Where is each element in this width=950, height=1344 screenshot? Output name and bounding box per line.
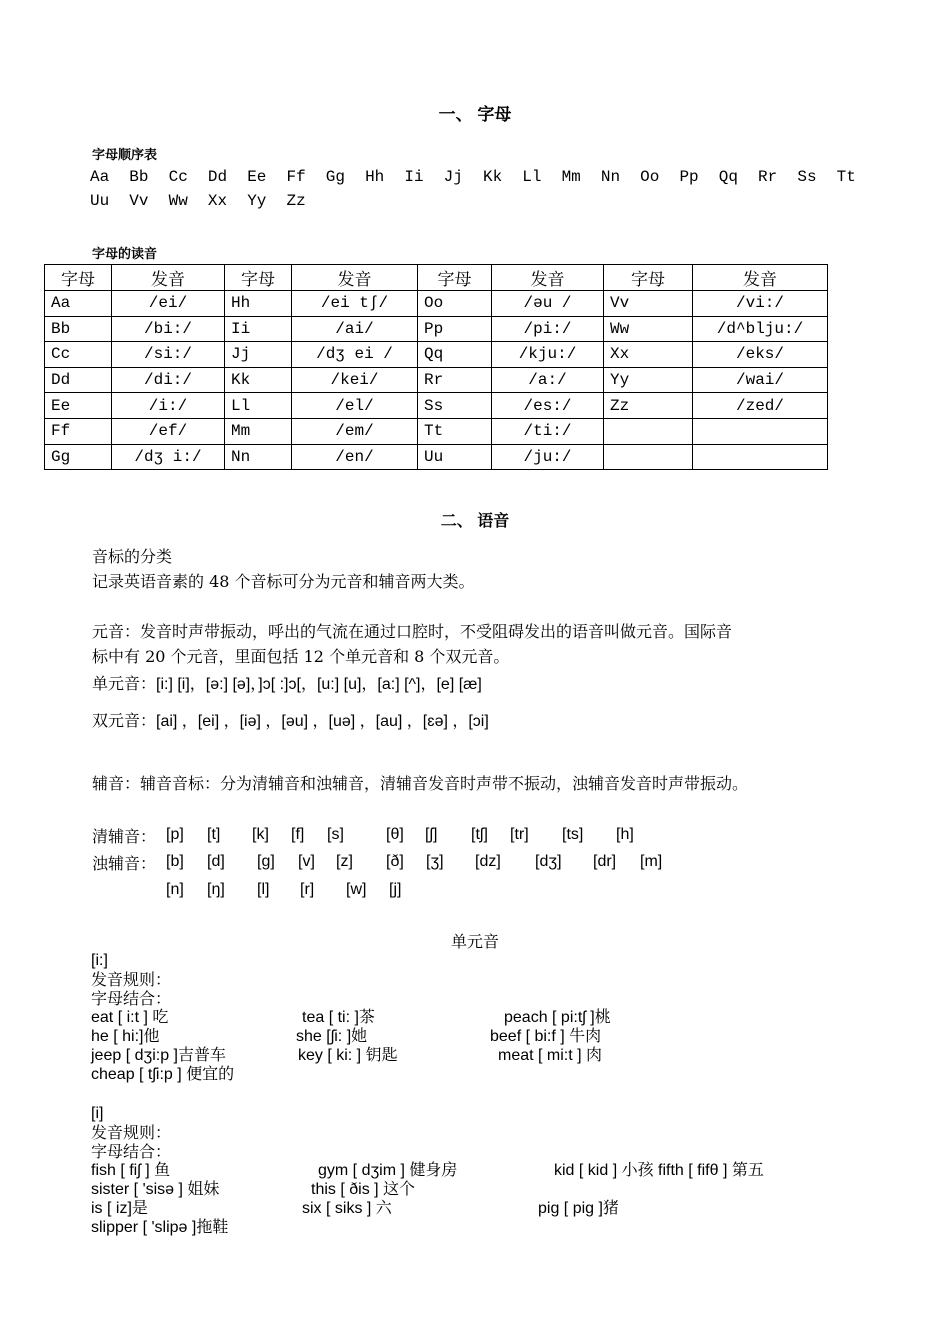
letter: Ff [286,168,306,186]
letters-line1 [90,168,856,186]
pronunciation-cell: /a:/ [492,367,604,393]
phoneme: [ð] [386,853,404,870]
example-word: beef [ bi:f ] 牛肉 [490,1028,602,1045]
header-letter: 字母 [418,265,492,291]
phoneme: [dʒ] [535,853,562,870]
pronunciation-cell: /eks/ [693,342,828,368]
letter-cell: Mm [225,418,292,444]
letter: Kk [482,168,503,186]
example-word: he [ hi:]他 [91,1028,160,1045]
example-word: meat [ mi:t ] 肉 [498,1047,603,1064]
header-pronunciation: 发音 [292,265,418,291]
header-letter: 字母 [45,265,112,291]
phoneme: [l] [257,881,270,898]
pronunciation-cell: /en/ [292,444,418,470]
letter: Jj [443,168,463,186]
letter-cell: Ll [225,393,292,419]
letter: Vv [129,192,149,210]
table-row [45,418,828,444]
letter-cell: Hh [225,291,292,317]
letter-cell: Ss [418,393,492,419]
section1-title: 一、 字母 [438,105,512,124]
phonetic-classification-text: 记录英语音素的 48 个音标可分为元音和辅音两大类。 [92,572,475,591]
pronunciation-cell: /zed/ [693,393,828,419]
letter: Ii [404,168,424,186]
letter: Qq [718,168,738,186]
example-word: kid [ kid ] 小孩 fifth [ fifθ ] 第五 [554,1162,764,1179]
header-letter: 字母 [604,265,693,291]
example-word: cheap [ tʃi:p ] 便宜的 [91,1066,235,1083]
table-row [45,316,828,342]
letter-cell: Uu [418,444,492,470]
letter-cell: Jj [225,342,292,368]
pronunciation-cell: /dʒ i:/ [112,444,225,470]
example-word: jeep [ dʒi:p ]吉普车 [91,1047,226,1064]
letter-cell: Oo [418,291,492,317]
pronunciation-cell: /si:/ [112,342,225,368]
section2-title: 二、 语音 [440,513,510,530]
phoneme: [ŋ] [207,881,225,898]
example-word: fish [ fiʃ ] 鱼 [91,1162,171,1179]
monophthong-label: 单元音： [92,674,157,693]
phoneme: [g] [257,853,275,870]
letter: Gg [325,168,345,186]
letter-cell: Ff [45,418,112,444]
example-word: eat [ i:t ] 吃 [91,1009,169,1026]
header-pronunciation: 发音 [492,265,604,291]
pronunciation-cell: /ei/ [112,291,225,317]
diphthong-line [92,708,489,734]
symbol-i-short: [i] [91,1105,104,1122]
letter-combination-label: 字母结合： [91,989,172,1008]
pronunciation-cell: /es:/ [492,393,604,419]
example-word: pig [ pig ]猪 [538,1200,619,1217]
pronunciation-cell: /pi:/ [492,316,604,342]
letters-line2 [90,192,326,210]
letter-cell: Nn [225,444,292,470]
alphabet-pronunciation-table [44,264,828,470]
letter: Ww [168,192,188,210]
example-word: slipper [ 'slipə ]拖鞋 [91,1219,229,1236]
letter: Uu [90,192,110,210]
letter-cell: Gg [45,444,112,470]
letter-cell: Ww [604,316,693,342]
phoneme: [p] [166,826,184,843]
pronunciation-cell: /d^blju:/ [693,316,828,342]
pronunciation-cell: /dʒ ei / [292,342,418,368]
pronunciation-cell: /di:/ [112,367,225,393]
diphthong-values: [ai] ，[ei] ，[iə] ，[əu] ，[uə] ，[au] ，[ɛə] ，[ɔi] [156,713,489,730]
consonant-description: 辅音：辅音音标：分为清辅音和浊辅音，清辅音发音时声带不振动，浊辅音发音时声带振动。 [92,774,749,793]
pronunciation-cell [693,418,828,444]
monophthong-values: [i:] [i]，[ə:] [ə]，]ɔ[ :]ɔ[，[u:] [u]，[a:] [^]，[e] [æ] [156,676,482,693]
letter: Pp [679,168,699,186]
pronunciation-cell: /ti:/ [492,418,604,444]
pronunciation-rule-label: 发音规则： [91,1123,172,1142]
letter-cell: Tt [418,418,492,444]
phoneme: [d] [207,853,225,870]
pronunciation-cell: /kju:/ [492,342,604,368]
letter-cell: Xx [604,342,693,368]
phoneme: [v] [298,853,315,870]
voiceless-consonants [0,826,950,850]
table-row [45,342,828,368]
phoneme: [w] [346,881,367,898]
phoneme: [t] [207,826,221,843]
voiced-consonants-line2 [0,881,950,905]
phoneme: [ʒ] [426,853,444,870]
letter: Cc [168,168,188,186]
letter-cell: Ii [225,316,292,342]
example-word: tea [ ti: ]茶 [302,1009,375,1026]
pronunciation-cell: /bi:/ [112,316,225,342]
pronunciation-cell: /ai/ [292,316,418,342]
letter-order-heading: 字母顺序表 [92,147,158,162]
letter-cell [604,444,693,470]
phoneme: [θ] [386,826,404,843]
vowel-description-line1: 元音：发音时声带振动，呼出的气流在通过口腔时，不受阻碍发出的语音叫做元音。国际音 [92,622,733,641]
vowel-description-line2: 标中有 20 个元音，里面包括 12 个单元音和 8 个双元音。 [92,647,510,666]
header-pronunciation: 发音 [693,265,828,291]
letter: Ll [522,168,542,186]
letter-cell: Qq [418,342,492,368]
pronunciation-cell: /vi:/ [693,291,828,317]
letter: Hh [365,168,385,186]
phoneme: [tr] [510,826,529,843]
header-letter: 字母 [225,265,292,291]
example-word: six [ siks ] 六 [302,1200,392,1217]
letter: Tt [836,168,856,186]
symbol-i-long: [i:] [91,952,108,969]
letter-combination-label: 字母结合： [91,1142,172,1161]
letter: Aa [90,168,110,186]
letter-cell: Aa [45,291,112,317]
header-pronunciation: 发音 [112,265,225,291]
example-word: she [ʃi: ]她 [296,1028,368,1045]
pronunciation-cell: /əu / [492,291,604,317]
pronunciation-rule-label: 发音规则： [91,970,172,989]
table-row [45,444,828,470]
letter: Ss [797,168,817,186]
letter-cell: Ee [45,393,112,419]
phoneme: [k] [252,826,269,843]
letter: Ee [247,168,267,186]
pronunciation-cell: /ei t∫/ [292,291,418,317]
phoneme: [b] [166,853,184,870]
phoneme: [n] [166,881,184,898]
pronunciation-cell: /ef/ [112,418,225,444]
phoneme: [ʃ] [425,826,438,843]
phoneme: [dz] [475,853,501,870]
example-word: is [ iz]是 [91,1200,148,1217]
letter-cell: Yy [604,367,693,393]
letter-reading-heading: 字母的读音 [92,246,158,261]
phoneme: [f] [291,826,305,843]
pronunciation-cell: /em/ [292,418,418,444]
example-word: peach [ pi:tʃ ]桃 [504,1009,611,1026]
letter-cell: Zz [604,393,693,419]
pronunciation-cell: /el/ [292,393,418,419]
letter: Nn [600,168,621,186]
letter-cell: Pp [418,316,492,342]
phoneme: [r] [300,881,315,898]
phoneme: [tʃ] [471,826,488,843]
diphthong-label: 双元音： [92,711,157,730]
phoneme: [ts] [562,826,584,843]
letter: Oo [640,168,660,186]
pronunciation-cell: /kei/ [292,367,418,393]
phoneme: [m] [640,853,663,870]
letter-cell: Vv [604,291,693,317]
letter-cell: Bb [45,316,112,342]
letter-cell: Dd [45,367,112,393]
example-word: this [ ðis ] 这个 [311,1181,416,1198]
table-row [45,367,828,393]
monophthong-line [92,671,482,697]
pronunciation-cell: /ju:/ [492,444,604,470]
letter: Zz [286,192,306,210]
voiceless-label: 清辅音： [92,827,157,846]
pronunciation-cell [693,444,828,470]
letter-cell: Cc [45,342,112,368]
letter-cell [604,418,693,444]
letter: Yy [247,192,267,210]
phoneme: [s] [327,826,344,843]
letter: Mm [561,168,581,186]
phoneme: [j] [389,881,402,898]
voiced-label: 浊辅音： [92,854,157,873]
letter-cell: Kk [225,367,292,393]
phoneme: [h] [616,826,634,843]
table-header-row [45,265,828,291]
letter: Dd [207,168,228,186]
letter-cell: Rr [418,367,492,393]
pronunciation-cell: /i:/ [112,393,225,419]
monophthongs-title: 单元音 [450,934,499,951]
table-row [45,393,828,419]
example-word: sister [ 'sisə ] 姐妹 [91,1181,220,1198]
table-row [45,291,828,317]
example-word: key [ ki: ] 钥匙 [298,1047,398,1064]
pronunciation-cell: /wai/ [693,367,828,393]
letter: Bb [129,168,149,186]
phoneme: [dr] [593,853,617,870]
phonetic-classification-heading: 音标的分类 [92,547,173,566]
letter: Rr [758,168,778,186]
example-word: gym [ dʒim ] 健身房 [318,1162,458,1179]
phoneme: [z] [336,853,353,870]
voiced-consonants-line1 [0,853,950,877]
letter: Xx [207,192,228,210]
